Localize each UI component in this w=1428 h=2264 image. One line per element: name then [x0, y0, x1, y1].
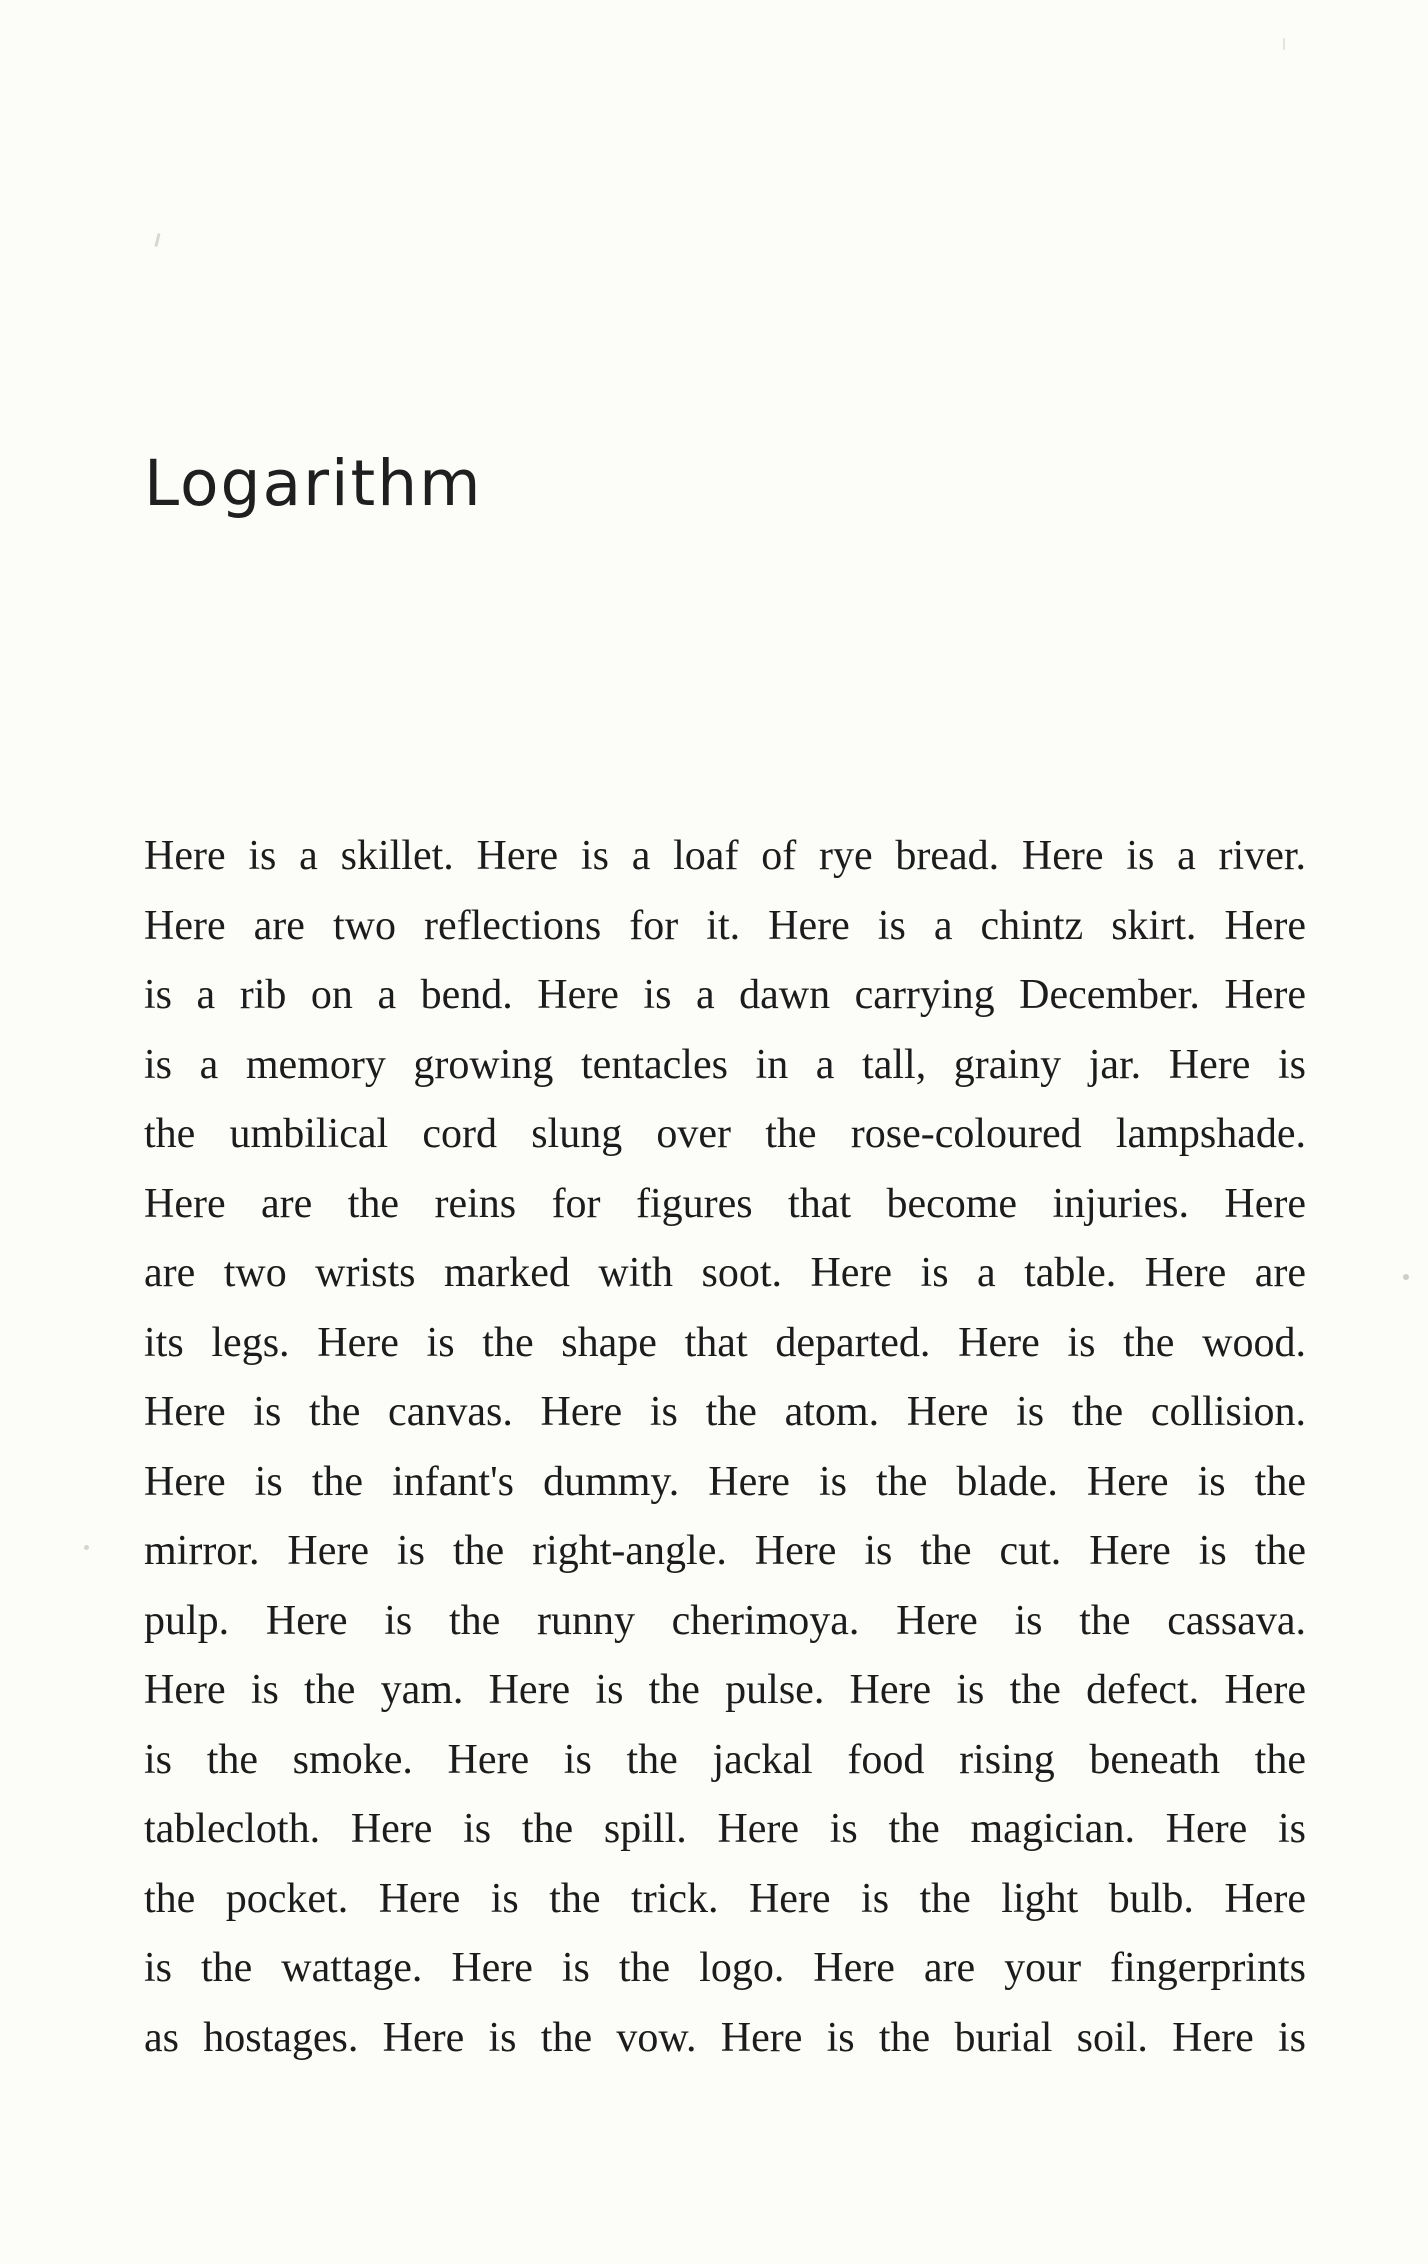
poem-line: Here is the yam. Here is the pulse. Here is the defect. Here [144, 1667, 1306, 1713]
poem-line: Here is a skillet. Here is a loaf of rye bread. Here is a river. [144, 833, 1306, 879]
poem-line: pulp. Here is the runny cherimoya. Here is the cassava. [144, 1597, 1306, 1644]
paper-speck [84, 1545, 89, 1550]
poem-body [144, 822, 1306, 2073]
poem-line: Here are the reins for figures that become injuries. Here [144, 1180, 1306, 1227]
poem-title: Logarithm [144, 447, 483, 520]
poem-line: Here are two reflections for it. Here is a chintz skirt. Here [144, 902, 1306, 949]
poem-line: the umbilical cord slung over the rose-coloured lampshade. [144, 1111, 1306, 1157]
poem-line: its legs. Here is the shape that departed. Here is the wood. [144, 1319, 1306, 1366]
poem-line: as hostages. Here is the vow. Here is the burial soil. Here is [144, 2014, 1306, 2061]
paper-speck [1403, 1274, 1409, 1280]
poem-line: mirror. Here is the right-angle. Here is the cut. Here is the [144, 1528, 1306, 1574]
poem-line: is the wattage. Here is the logo. Here are your fingerprints [144, 1945, 1306, 1991]
poem-line: Here is the canvas. Here is the atom. Here is the collision. [144, 1389, 1306, 1435]
poem-line: is a memory growing tentacles in a tall, grainy jar. Here is [144, 1041, 1306, 1088]
poem-line: the pocket. Here is the trick. Here is the light bulb. Here [144, 1875, 1306, 1922]
paper-speck [154, 233, 160, 247]
poem-line: is a rib on a bend. Here is a dawn carrying December. Here [144, 972, 1306, 1018]
poem-line: tablecloth. Here is the spill. Here is the magician. Here is [144, 1806, 1306, 1852]
paper-speck [1283, 38, 1285, 50]
poem-line: is the smoke. Here is the jackal food rising beneath the [144, 1736, 1306, 1783]
poem-line: are two wrists marked with soot. Here is a table. Here are [144, 1250, 1306, 1296]
poem-line: Here is the infant's dummy. Here is the blade. Here is the [144, 1458, 1306, 1505]
